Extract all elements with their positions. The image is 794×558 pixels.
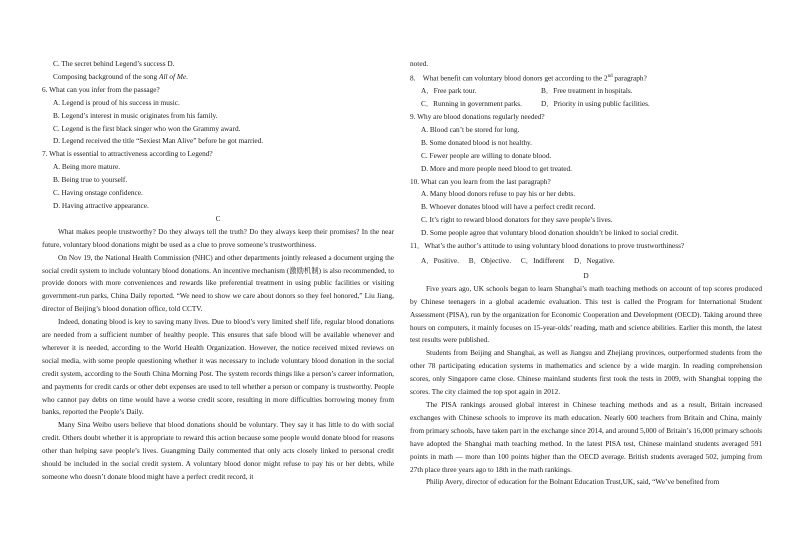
- q7-option-c: C. Having onstage confidence.: [53, 188, 143, 198]
- q7-option-a: A. Being more mature.: [53, 162, 121, 172]
- left-column: [42, 58, 394, 484]
- question-6-stem: 6. What can you infer from the passage?: [42, 84, 160, 94]
- q11-options-row: [410, 255, 762, 268]
- right-column: [410, 58, 762, 489]
- q8-options-row-1: [410, 85, 762, 98]
- passage-c-end: noted.: [410, 59, 429, 68]
- q11-option-d: D．Negative.: [573, 256, 615, 266]
- section-c-heading: C: [215, 213, 221, 223]
- q11-option-b: B．Objective.: [468, 256, 512, 266]
- q11-option-a: A．Positive.: [421, 256, 459, 266]
- q5-option-c: C. The secret behind Legend’s success D.: [53, 59, 175, 68]
- q7-option-d: D. Having attractive appearance.: [53, 200, 149, 210]
- q10-option-d: D. Some people agree that voluntary blood donation shouldn’t be linked to social credit.: [421, 228, 679, 238]
- q9-option-b: B. Some donated blood is not healthy.: [421, 137, 532, 147]
- passage-d-paragraph-1: Five years ago, UK schools began to learn Shanghai’s math teaching methods on account of top scores produced by Chinese teenagers in a global academic evaluation. This test is called the Program for International Student Assessment (PISA), run by the organization for Economic Cooperation and Development (OECD). Taking around three hours on computers, it mainly focuses on 15-year-olds’ reading, math and science abilities. Earlier this month, the latest test results were published.: [410, 283, 762, 345]
- passage-d-paragraph-3: The PISA rankings aroused global interest in Chinese teaching methods and as a result, Britain increased exchanges with Chinese schools to improve its math education. Nearly 600 teachers from Britain and China, mainly from primary schools, have taken part in the exchange since 2014, and around 5,000 of Britain’s 16,000 primary schools have adopted the Shanghai math teaching method. In the latest PISA test, Chinese mainland students averaged 591 points in math — more than 100 points higher than the OECD average. British students averaged 502, jumping from 27th place three years ago to 18th in the math rankings.: [410, 399, 762, 474]
- question-9-stem: 9. Why are blood donations regularly needed?: [410, 112, 545, 122]
- question-10-stem: 10. What can you learn from the last paragraph?: [410, 176, 551, 186]
- passage-d-paragraph-2: Students from Beijing and Shanghai, as well as Jiangsu and Zhejiang provinces, outperformed students from the other 78 participating education systems in mathematics and science by a wide margin. In reading comprehension scores, only Singapore came close. Chinese mainland students first took the tests in 2009, with Shanghai topping the scores. The city claimed the top spot again in 2012.: [410, 348, 762, 397]
- question-11-stem: 11．What’s the author’s attitude to using voluntary blood donations to prove trustworthiness?: [410, 241, 685, 251]
- question-8-stem: 8. What benefit can voluntary blood donors get according to the 2nd paragraph?: [410, 73, 647, 83]
- passage-c-paragraph-3: Indeed, donating blood is key to saving many lives. Due to blood’s very limited shelf life, regular blood donations are needed from a sufficient number of healthy people. This ensures that safe blood will be available whenever and wherever it is needed, according to the World Health Organization. However, the notice received mixed reviews on social media, with some people questioning whether it was necessary to include voluntary blood donation in the social credit system, according to the South China Morning Post. The system records things like a person’s career information, and payments for credit cards or other debt expenses are used to tell whether a person or company is trustworthy. People who cannot pay debts on time would have a worse credit score, resulting in more difficulties borrowing money from banks, reported the People’s Daily.: [42, 317, 394, 417]
- q8-option-b: B．Free treatment in hospitals.: [541, 86, 633, 96]
- q7-option-b: B. Being true to yourself.: [53, 175, 128, 185]
- q11-option-c: C．Indifferent: [520, 256, 565, 266]
- section-d-heading: D: [583, 270, 589, 280]
- q5-option-d: Composing background of the song All of Me.: [53, 71, 188, 81]
- q6-option-b: B. Legend’s interest in music originates from his family.: [53, 110, 218, 120]
- q9-option-a: A. Blood can’t be stored for long.: [421, 124, 520, 134]
- q8-option-a: A．Free park tour.: [421, 86, 477, 96]
- q6-option-d: D. Legend received the title “Sexiest Man Alive” before he got married.: [53, 136, 264, 146]
- question-7-stem: 7. What is essential to attractiveness according to Legend?: [42, 149, 213, 159]
- passage-c-paragraph-2: On Nov 19, the National Health Commission (NHC) and other departments jointly released a document urging the social credit system to include voluntary blood donations. An incentive mechanism (激励机制) is also recommended, to provide donors with more conveniences and rewards like preferential treatment in using public facilities or visiting government-run parks, China Daily reported. “We need to show we care about donors so they feel honored,” Liu Jiang, director of Beijing’s blood donation office, told CCTV.: [42, 252, 394, 314]
- q8-options-row-2: [410, 98, 762, 111]
- q9-option-d: D. More and more people need blood to get treated.: [421, 163, 572, 173]
- q8-option-c: C．Running in government parks.: [421, 99, 522, 109]
- passage-c-paragraph-1: What makes people trustworthy? Do they always tell the truth? Do they always keep their promises? In the near future, voluntary blood donations might be used as a clue to prove someone’s trustworthiness.: [42, 226, 394, 249]
- q8-option-d: D．Priority in using public facilities.: [541, 99, 650, 109]
- q9-option-c: C. Fewer people are willing to donate blood.: [421, 150, 552, 160]
- passage-c-paragraph-4: Many Sina Weibo users believe that blood donations should be voluntary. They say it has little to do with social credit. Others doubt whether it is appropriate to reward this action because some people would donate blood for reasons other than helping save people’s lives. Guangming Daily commented that only acts closely linked to personal credit should be included in the social credit system. A voluntary blood donor might refuse to pay his or her debts, while someone who doesn’t donate blood might have a perfect credit record, it: [42, 420, 394, 481]
- q10-option-c: C. It’s right to reward blood donators for they save people’s lives.: [421, 215, 613, 225]
- q10-option-a: A. Many blood donors refuse to pay his or her debts.: [421, 189, 576, 199]
- passage-d-paragraph-4: Philip Avery, director of education for the Bolnant Education Trust,UK, said, “We’ve benefited from: [426, 477, 720, 487]
- q10-option-b: B. Whoever donates blood will have a perfect credit record.: [421, 202, 596, 212]
- q6-option-c: C. Legend is the first black singer who won the Grammy award.: [53, 123, 241, 133]
- q6-option-a: A. Legend is proud of his success in music.: [53, 97, 180, 107]
